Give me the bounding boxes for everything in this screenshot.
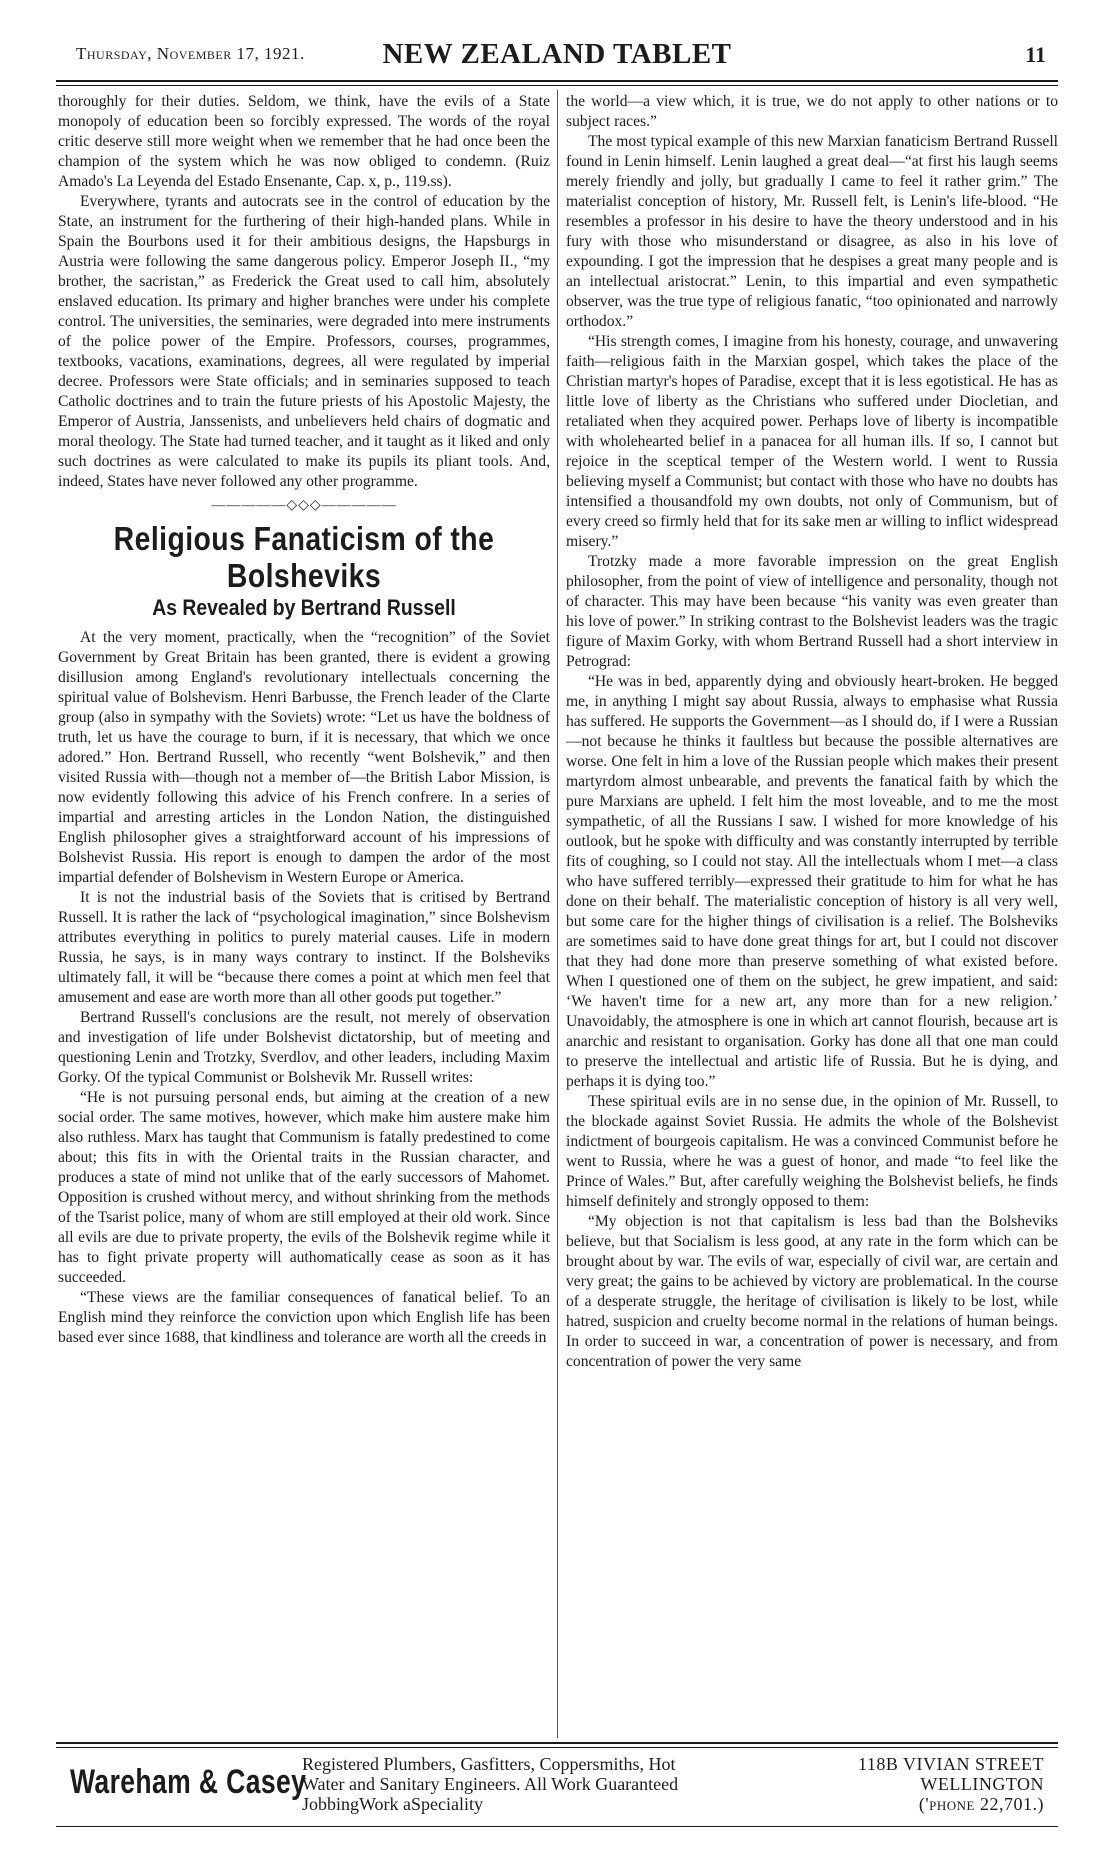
advertiser-services bbox=[302, 1754, 762, 1814]
article-paragraph: “He is not pursuing personal ends, but aiming at the creation of a new social order. The same motives, however, which make him austere make him also ruthless. Marx has taught that Communism is fatally predestined to come about; this fits in with the Oriental traits in the Russian character, and produces a state of mind not unlike that of the early successors of Mahomet. Opposition is crushed without mercy, and without shrinking from the methods of the Tsarist police, many of whom are still employed at their old work. Since all evils are due to private property, the evils of the Bolshevik regime while it has to fight private property will authomatically cease as soon as it has succeeded. bbox=[58, 1089, 550, 1286]
page-number: 11 bbox=[1025, 42, 1046, 67]
header-rule-thin bbox=[56, 85, 1058, 86]
article-paragraph: “His strength comes, I imagine from his honesty, courage, and unwavering faith—religious faith in the Marxian gospel, which takes the place of the Christian martyr's hopes of Paradise, except that it is less egotistical. He has as little love of liberty as the Christians who suffered under Diocletian, and retaliated when they acquired power. Perhaps love of liberty is incompatible with wholehearted belief in a panacea for all human ills. If so, I cannot but rejoice in the sceptical temper of the Western world. I went to Russia believing myself a Communist; but contact with those who have no doubts has intensified a thousandfold my own doubts, not only of Communism, but of every creed so firmly held that for its sake men ar willing to inflict widespread misery.” bbox=[566, 333, 1058, 550]
article-paragraph: These spiritual evils are in no sense due, in the opinion of Mr. Russell, to the blockade against Soviet Russia. He admits the whole of the Bolshevist indictment of bourgeois capitalism. He was a convinced Communist before he went to Russia, where he was a guest of honor, and made “to feel like the Prince of Wales.” But, after carefully weighing the Bolshevist beliefs, he finds himself definitely and strongly opposed to them: bbox=[566, 1093, 1058, 1210]
header-rule bbox=[56, 80, 1058, 82]
services-line: JobbingWork aSpeciality bbox=[302, 1794, 484, 1814]
article-paragraph: It is not the industrial basis of the Soviets that is critised by Bertrand Russell. It is rather the lack of “psychological imagination,” since Bolshevism attributes everything in politics to purely material causes. Life in modern Russia, he says, is in many ways contrary to instinct. If the Bolsheviks ultimately fall, it will be “because there comes a point at which men feel that amusement and ease are worth more than all other goods put together.” bbox=[58, 889, 550, 1006]
page-header bbox=[58, 38, 1056, 78]
footer-rule-thin bbox=[56, 1747, 1058, 1748]
issue-date: Thursday, November 17, 1921. bbox=[76, 44, 305, 63]
intro-paragraph: Everywhere, tyrants and autocrats see in the control of education by the State, an instrument for the furthering of their high-handed plans. While in Spain the Bourbons used it for their ambitious designs, the Hapsburgs in Austria were following the same dangerous policy. Emperor Joseph II., “my brother, the sacristan,” as Frederick the Great used to call him, absolutely enslaved education. Its primary and higher branches were under his complete control. The universities, the seminaries, were degraded into mere instruments of the police power of the Empire. Professors, courses, programmes, textbooks, vacations, examinations, degrees, all were regulated by imperial decree. Professors were State officials; and in seminaries supposed to teach Catholic doctrines and to train the future priests of his Apostolic Majesty, the Emperor of Austria, Janssenists, and unbelievers held chairs of dogmatic and moral theology. The State had turned teacher, and it taught as it liked and only such doctrines as were calculated to make its pupils its pliant tools. And, indeed, States have never followed any other programme. bbox=[58, 193, 550, 490]
article-subtitle: As Revealed by Bertrand Russell bbox=[152, 595, 456, 620]
bottom-rule bbox=[56, 1826, 1058, 1827]
right-column bbox=[566, 92, 1058, 1372]
article-paragraph: Trotzky made a more favorable impression on the great English philosopher, from the point of view of intelligence and personality, though not of character. This may have been because “his vanity was even greater than his love of power.” In striking contrast to the Bolshevist leaders was the tragic figure of Maxim Gorky, with whom Bertrand Russell had a short interview in Petrograd: bbox=[566, 553, 1058, 670]
address-line: 118B VIVIAN STREET bbox=[858, 1754, 1044, 1774]
masthead: NEW ZEALAND TABLET bbox=[382, 38, 732, 70]
advertiser-name: Wareham & Casey bbox=[70, 1763, 307, 1801]
left-column bbox=[58, 92, 550, 1348]
address-line: WELLINGTON bbox=[920, 1774, 1044, 1794]
footer-rule bbox=[56, 1742, 1058, 1744]
article-paragraph: The most typical example of this new Marxian fanaticism Bertrand Russell found in Lenin himself. Lenin laughed a great deal—“at first his laugh seems merely friendly and jolly, but gradually I came to feel it rather grim.” The materialist conception of history, Mr. Russell felt, is Lenin's life-blood. “He resembles a professor in his desire to have the theory understood and in his fury with those who misunderstand or disagree, as also in his love of expounding. I got the impression that he despises a great many people and is an intellectual aristocrat.” Lenin, to this impartial and even sympathetic observer, was the true type of religious fanatic, “too opinionated and narrowly orthodox.” bbox=[566, 133, 1058, 330]
services-line: Water and Sanitary Engineers. All Work Guaranteed bbox=[302, 1774, 679, 1794]
article-paragraph: the world—a view which, it is true, we do not apply to other nations or to subject races.” bbox=[566, 93, 1058, 130]
article-paragraph: “These views are the familiar consequences of fanatical belief. To an English mind they reinforce the conviction upon which English life has been based ever since 1688, that kindliness and tolerance are worth all the creeds in bbox=[58, 1289, 550, 1346]
section-ornament: —————◇◇◇————— bbox=[211, 498, 397, 513]
article-paragraph: “My objection is not that capitalism is less bad than the Bolsheviks believe, but that Socialism is less good, at any rate in the form which can be brought about by war. The evils of war, especially of civil war, are certain and very great; the gains to be achieved by victory are problematical. In the course of a desperate struggle, the heritage of civilisation is likely to be lost, while hatred, suspicion and cruelty become normal in the relations of human beings. In order to succeed in war, a concentration of power is necessary, and from concentration of power the very same bbox=[566, 1213, 1058, 1370]
advertiser-address bbox=[858, 1754, 1044, 1814]
article-title: Religious Fanaticism of the Bolsheviks bbox=[113, 520, 495, 594]
advertisement bbox=[56, 1750, 1058, 1822]
article-paragraph: Bertrand Russell's conclusions are the result, not merely of observation and investigation of life under Bolshevist dictatorship, but of meeting and questioning Lenin and Trotzky, Sverdlov, and other leaders, including Maxim Gorky. Of the typical Communist or Bolshevik Mr. Russell writes: bbox=[58, 1009, 550, 1086]
column-divider bbox=[557, 90, 558, 1738]
address-line: ('phone 22,701.) bbox=[918, 1794, 1044, 1814]
services-line: Registered Plumbers, Gasfitters, Coppersmiths, Hot bbox=[302, 1754, 676, 1774]
article-paragraph: At the very moment, practically, when the “recognition” of the Soviet Government by Great Britain has been granted, there is evident a growing disillusion among England's revolutionary intellectuals concerning the spiritual value of Bolshevism. Henri Barbusse, the French leader of the Clarte group (also in sympathy with the Soviets) wrote: “Let us have the boldness of truth, let us have the courage to burn, if it is necessary, that which we once adored.” Hon. Bertrand Russell, who recently “went Bolshevik,” and then visited Russia with—though not a member of—the British Labor Mission, is now evidently following this advice of his French confrere. In a series of impartial and arresting articles in the London Nation, the distinguished English philosopher gives a straightforward account of his impressions of Bolshevist Russia. His report is enough to dampen the ardor of the most impartial defender of Bolshevism in Western Europe or America. bbox=[58, 629, 550, 886]
article-paragraph: “He was in bed, apparently dying and obviously heart-broken. He begged me, in anything I might say about Russia, always to emphasise what Russia has suffered. He supports the Government—as I should do, if I were a Russian—not because he thinks it faultless but because the possible alternatives are worse. One felt in him a love of the Russian people which makes their present martyrdom almost unbearable, and prevents the fanatical faith by which the pure Marxians are upheld. I felt him the most loveable, and to me the most sympathetic, of all the Russians I saw. I wished for more knowledge of his outlook, but he spoke with difficulty and was constantly interrupted by terrible fits of coughing, so I could not stay. All the intellectuals whom I met—a class who have suffered terribly—expressed their gratitude to him for what he has done on their behalf. The materialistic conception of history is all very well, but some care for the higher things of civilisation is a relief. The Bolsheviks are sometimes said to have done great things for art, but I could not discover that they had done more than preserve something of what existed before. When I questioned one of them on the subject, he grew impatient, and said: ‘We haven't time for a new art, any more than for a new religion.’ Unavoidably, the atmosphere is one in which art cannot flourish, because art is anarchic and resistant to organisation. Gorky has done all that one man could to preserve the intellectual and artistic life of Russia. But he is dying, and perhaps it is dying too.” bbox=[566, 673, 1058, 1090]
intro-paragraph: thoroughly for their duties. Seldom, we think, have the evils of a State monopoly of education been so forcibly expressed. The words of the royal critic deserve still more weight when we remember that he had once been the champion of the system which he was now obliged to condemn. (Ruiz Amado's La Leyenda del Estado Ensenante, Cap. x, p., 119.ss). bbox=[58, 93, 550, 190]
